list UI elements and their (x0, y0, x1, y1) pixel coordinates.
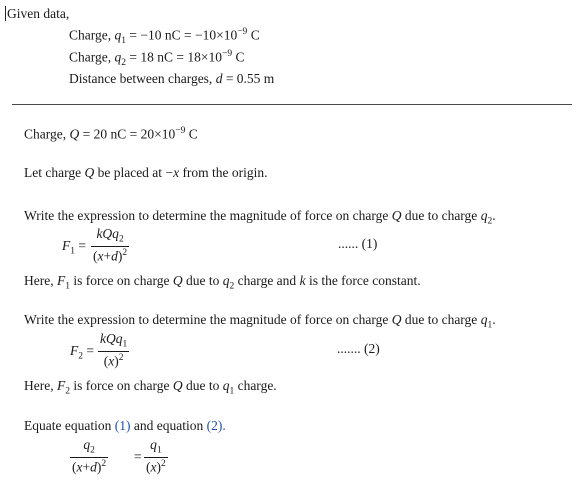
here-explanation-2: Here, $F_2$ is force on charge Q due to $q_1$ charge. (24, 378, 277, 397)
eq1-label: ...... (1) (338, 236, 378, 251)
eq2-fraction: kQq$_1$ $(x)^2$ (100, 331, 128, 369)
let-charge-line: Let charge Q be placed at −x from the origin. (24, 165, 268, 180)
given-line-q2: Charge, $q_2 = 18$ nC = $18\times 10^{-9}$ C (69, 49, 245, 69)
given-heading: Given data, (7, 6, 70, 21)
here-explanation-1: Here, $F_1$ is force on charge Q due to $q_2$ charge and k is the force constant. (24, 273, 421, 292)
given-line-distance: Distance between charges, d = 0.55 m (69, 71, 275, 86)
equation-2-link[interactable]: (2). (206, 418, 226, 433)
eq2-lhs: $F_2$ = (70, 343, 94, 362)
given-line-q1: Charge, $q_1 = -10$ nC = $-10\times 10^{-9}$ C (69, 27, 260, 47)
write-expression-1: Write the expression to determine the magnitude of force on charge Q due to charge $q_2$. (24, 208, 496, 227)
final-equals: = (134, 449, 142, 464)
final-fraction-left: $q_2$ $(x+d)^2$ (72, 437, 107, 475)
eq1-lhs: $F_1$ = (62, 238, 86, 257)
charge-q-line: Charge, Q = 20 nC = $20\times 10^{-9}$ C (24, 126, 198, 142)
eq1-fraction: kQq$_2$ $(x+d)^2$ (93, 226, 128, 264)
eq2-label: ....... (2) (337, 341, 380, 356)
final-fraction-right: $q_1$ $(x)^2$ (146, 437, 166, 475)
equation-1-link[interactable]: (1) (114, 418, 131, 433)
equate-line: Equate equation (1) and equation (2). (24, 418, 226, 433)
section-divider (12, 104, 572, 105)
write-expression-2: Write the expression to determine the magnitude of force on charge Q due to charge $q_1$. (24, 312, 496, 331)
text-cursor (5, 6, 6, 21)
